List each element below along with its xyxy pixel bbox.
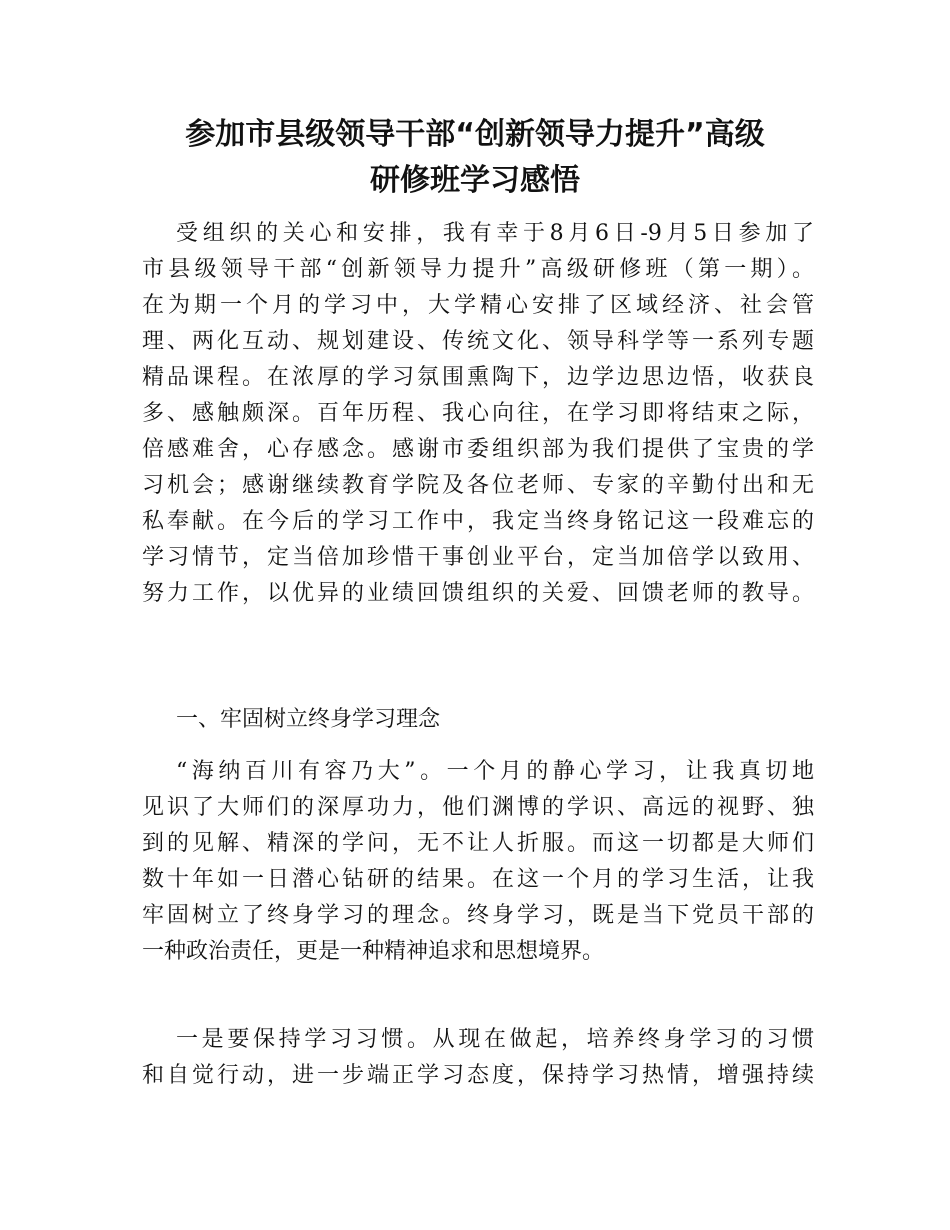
paragraph-line: 理、两化互动、规划建设、传统文化、领导科学等一系列专题: [142, 329, 814, 354]
paragraph-line: 数十年如一日潜心钻研的结果。在这一个月的学习生活，让我: [142, 867, 814, 892]
paragraph-line: 习机会；感谢继续教育学院及各位老师、专家的辛勤付出和无: [142, 473, 814, 498]
paragraph-line: 一种政治责任，更是一种精神追求和思想境界。: [142, 939, 605, 964]
paragraph-line: 倍感难舍，心存感念。感谢市委组织部为我们提供了宝贵的学: [142, 437, 814, 462]
paragraph-line: 市县级领导干部“创新领导力提升”高级研修班（第一期）。: [142, 257, 814, 282]
paragraph-line: 一是要保持学习习惯。从现在做起，培养终身学习的习惯: [176, 1027, 814, 1052]
section-heading-1: [142, 702, 814, 738]
paragraph-line: 学习情节，定当倍加珍惜干事创业平台，定当加倍学以致用、: [142, 545, 814, 570]
paragraph-line: 到的见解、精深的学问，无不让人折服。而这一切都是大师们: [142, 831, 814, 856]
paragraph-line: 和自觉行动，进一步端正学习态度，保持学习热情，增强持续: [142, 1063, 814, 1088]
paragraph-line: 多、感触颇深。百年历程、我心向往，在学习即将结束之际，: [142, 401, 814, 426]
paragraph-line: “海纳百川有容乃大”。一个月的静心学习，让我真切地: [176, 759, 814, 784]
paragraph-line: 受组织的关心和安排，我有幸于8月6日-9月5日参加了: [176, 221, 814, 246]
document-title-line-2: 研修班学习感悟: [370, 163, 580, 198]
paragraph-line: 在为期一个月的学习中，大学精心安排了区域经济、社会管: [142, 293, 814, 318]
paragraph-line: 精品课程。在浓厚的学习氛围熏陶下，边学边思边悟，收获良: [142, 365, 814, 390]
section-heading-text: 一、牢固树立终身学习理念: [176, 707, 441, 732]
document-title-line-1: 参加市县级领导干部“创新领导力提升”高级: [185, 117, 765, 152]
paragraph-line: 努力工作，以优异的业绩回馈组织的关爱、回馈老师的教导。: [142, 581, 814, 606]
paragraph-line: 见识了大师们的深厚功力，他们渊博的学识、高远的视野、独: [142, 795, 814, 820]
paragraph-line: 牢固树立了终身学习的理念。终身学习，既是当下党员干部的: [142, 903, 814, 928]
paragraph-line: 私奉献。在今后的学习工作中，我定当终身铭记这一段难忘的: [142, 509, 814, 534]
paragraph-intro: [142, 216, 814, 612]
paragraph-learning-habits: [142, 1022, 814, 1094]
paragraph-lifelong-learning: [142, 754, 814, 970]
